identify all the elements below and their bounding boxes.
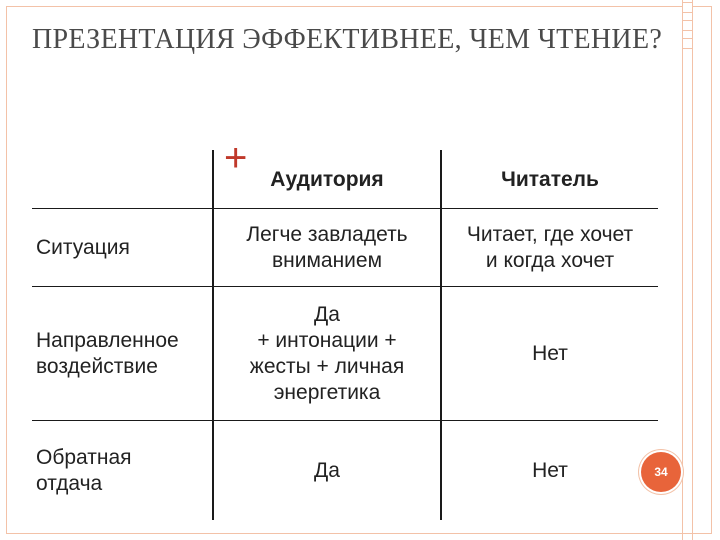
side-decoration-square bbox=[682, 20, 693, 31]
side-decoration-square bbox=[682, 38, 693, 49]
cell-reader-situation: Читает, где хочет и когда хочет bbox=[466, 222, 634, 272]
page-number-badge: 34 bbox=[641, 452, 681, 492]
header-reader: Читатель bbox=[501, 168, 599, 191]
header-audience: Аудитория bbox=[270, 168, 384, 191]
row-label-feedback: Обратная отдача bbox=[36, 445, 132, 495]
cell-reader-directed-impact: Нет bbox=[532, 341, 568, 365]
row-label-directed-impact: Направленное воздействие bbox=[36, 328, 179, 378]
plus-icon: + bbox=[224, 136, 248, 180]
side-decoration-strip bbox=[682, 0, 693, 540]
side-decoration-square bbox=[682, 2, 693, 13]
cell-audience-situation: Легче завладеть вниманием bbox=[246, 222, 408, 272]
cell-reader-feedback: Нет bbox=[532, 458, 568, 482]
row-label-situation: Ситуация bbox=[36, 235, 130, 259]
cell-audience-feedback: Да bbox=[314, 458, 340, 482]
cell-audience-directed-impact: Да + интонации + жесты + личная энергетика bbox=[249, 302, 405, 404]
slide-title: ПРЕЗЕНТАЦИЯ ЭФФЕКТИВНЕЕ, ЧЕМ ЧТЕНИЕ? bbox=[32, 24, 663, 55]
